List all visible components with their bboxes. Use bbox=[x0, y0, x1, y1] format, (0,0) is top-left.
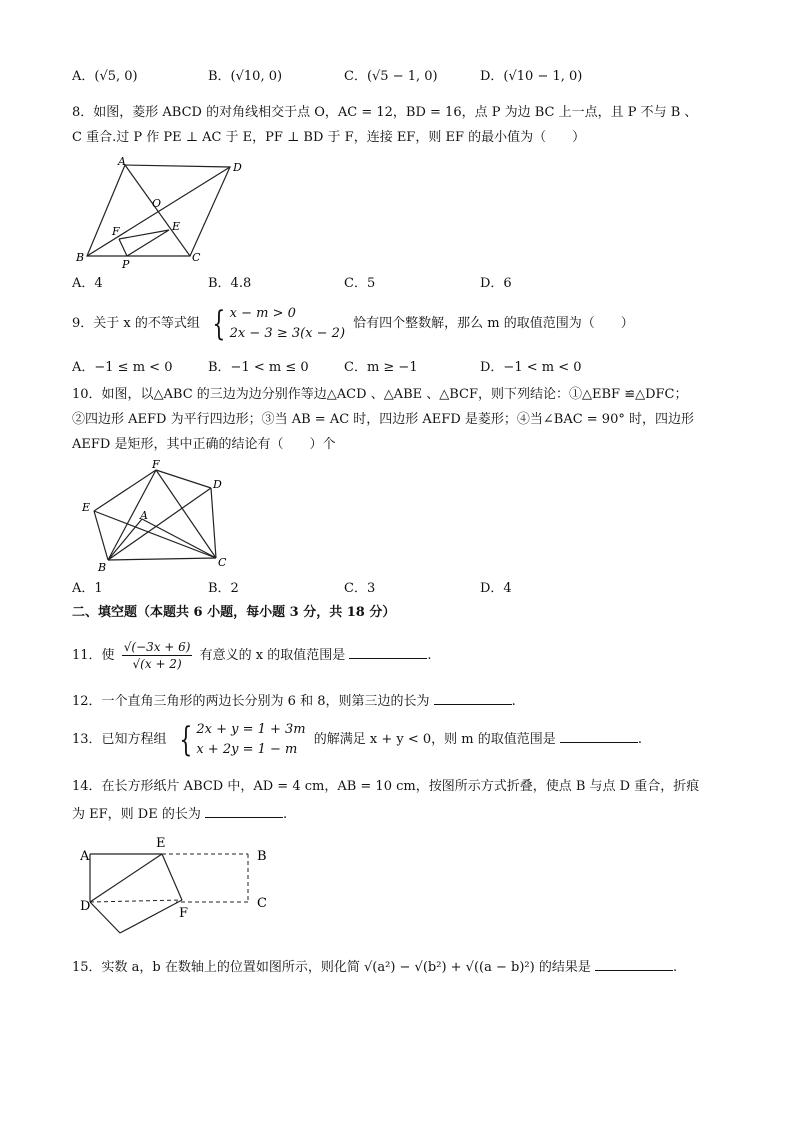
q7-option-d: D．(√10 − 1, 0) bbox=[480, 69, 583, 84]
q9-inequality-system bbox=[208, 304, 345, 344]
q11-period: . bbox=[427, 648, 432, 663]
q8-label-a: A bbox=[118, 155, 126, 168]
q13-stem bbox=[72, 718, 642, 762]
q8-option-d: D．6 bbox=[480, 276, 512, 291]
q15-stem bbox=[72, 956, 677, 978]
q8-label-e: E bbox=[172, 220, 181, 233]
q8-stem-line1: 8．如图，菱形 ABCD 的对角线相交于点 O，AC = 12，BD = 16，点 P 为边 BC 上一点，且 P 不与 B 、 bbox=[72, 105, 698, 120]
q7-option-a: A．(√5, 0) bbox=[72, 69, 138, 84]
q13-answer-blank[interactable] bbox=[560, 728, 638, 743]
q8-option-b: B．4.8 bbox=[208, 276, 252, 291]
q14-label-a: A bbox=[80, 849, 90, 864]
q8-stem-line2: C 重合.过 P 作 PE ⊥ AC 于 E，PF ⊥ BD 于 F，连接 EF，则 EF 的最小值为（ ） bbox=[72, 130, 586, 145]
q12-text: 12．一个直角三角形的两边长分别为 6 和 8，则第三边的长为 bbox=[72, 694, 430, 709]
q10-label-f: F bbox=[152, 458, 160, 471]
q9-option-b: B．−1 < m ≤ 0 bbox=[208, 360, 309, 375]
q7-option-c: C．(√5 − 1, 0) bbox=[344, 69, 438, 84]
q14-stem-line2 bbox=[72, 803, 287, 825]
q13-suffix: 的解满足 x + y < 0，则 m 的取值范围是 bbox=[313, 732, 556, 747]
q10-stem-line3: AEFD 是矩形，其中正确的结论有（ ）个 bbox=[72, 437, 336, 452]
q15-text: 15．实数 a，b 在数轴上的位置如图所示，则化简 √(a²) − √(b²) + √((a − b)²) 的结果是 bbox=[72, 960, 591, 975]
q8-label-o: O bbox=[152, 197, 162, 210]
q11-stem bbox=[72, 636, 432, 676]
q9-prefix: 9．关于 x 的不等式组 bbox=[72, 316, 200, 331]
q10-label-b: B bbox=[98, 561, 107, 574]
q15-answer-blank[interactable] bbox=[595, 956, 673, 971]
q7-option-b: B．(√10, 0) bbox=[208, 69, 283, 84]
q9-row1: x − m > 0 bbox=[229, 305, 296, 321]
q14-label-f: F bbox=[179, 906, 189, 921]
q8-label-d: D bbox=[233, 161, 242, 174]
q10-stem-line1: 10．如图，以△ABC 的三边为边分别作等边△ACD 、△ABE 、△BCF，则下列结论：①△EBF ≌△DFC； bbox=[72, 387, 688, 402]
q13-equation-system bbox=[175, 720, 306, 760]
q9-stem bbox=[72, 302, 634, 346]
brace-icon: { bbox=[212, 303, 226, 344]
q11-suffix: 有意义的 x 的取值范围是 bbox=[199, 648, 346, 663]
q10-option-c: C．3 bbox=[344, 581, 376, 596]
q10-option-a: A．1 bbox=[72, 581, 103, 596]
section-title: 二、填空题（本题共 6 小题，每小题 3 分，共 18 分） bbox=[72, 605, 396, 620]
q9-option-a: A．−1 ≤ m < 0 bbox=[72, 360, 173, 375]
q14-answer-blank[interactable] bbox=[205, 803, 283, 818]
q15-period: . bbox=[672, 960, 678, 975]
q8-label-f: F bbox=[112, 225, 120, 238]
q11-answer-blank[interactable] bbox=[349, 644, 427, 659]
q13-prefix: 13．已知方程组 bbox=[72, 732, 167, 747]
q11-numerator: √(−3x + 6) bbox=[123, 640, 191, 654]
q14-fold-figure bbox=[76, 832, 276, 940]
q8-option-c: C．5 bbox=[344, 276, 376, 291]
q9-row2: 2x − 3 ≥ 3(x − 2) bbox=[229, 325, 346, 341]
q10-label-c: C bbox=[218, 556, 227, 569]
q10-option-b: B．2 bbox=[208, 581, 239, 596]
q12-stem bbox=[72, 690, 516, 712]
q14-stem-line1: 14．在长方形纸片 ABCD 中，AD = 4 cm，AB = 10 cm，按图所示方式折叠，使点 B 与点 D 重合，折痕 bbox=[72, 779, 700, 794]
q13-period: . bbox=[637, 732, 643, 747]
q10-option-d: D．4 bbox=[480, 581, 512, 596]
q12-answer-blank[interactable] bbox=[434, 690, 512, 705]
q14-label-d: D bbox=[80, 899, 91, 914]
q10-label-e: E bbox=[82, 501, 91, 514]
q12-period: . bbox=[511, 694, 516, 709]
q10-label-a: A bbox=[140, 509, 148, 522]
q10-stem-line2: ②四边形 AEFD 为平行四边形；③当 AB = AC 时，四边形 AEFD 是菱形；④当∠BAC = 90° 时，四边形 bbox=[72, 412, 694, 427]
q9-option-d: D．−1 < m < 0 bbox=[480, 360, 582, 375]
brace-icon: { bbox=[179, 719, 192, 760]
q13-row1: 2x + y = 1 + 3m bbox=[196, 721, 306, 737]
q14-label-e: E bbox=[156, 836, 166, 851]
q11-fraction bbox=[122, 639, 193, 672]
q9-option-c: C．m ≥ −1 bbox=[344, 360, 418, 375]
q11-prefix: 11．使 bbox=[72, 648, 115, 663]
q10-triangles-figure bbox=[76, 458, 236, 576]
q14-period: . bbox=[282, 807, 288, 822]
q8-option-a: A．4 bbox=[72, 276, 103, 291]
q8-label-p: P bbox=[122, 258, 130, 270]
q8-rhombus-figure bbox=[72, 155, 252, 270]
q11-denominator: √(x + 2) bbox=[132, 657, 182, 671]
q8-label-b: B bbox=[76, 251, 85, 264]
q9-suffix: 恰有四个整数解，那么 m 的取值范围为（ ） bbox=[353, 316, 634, 331]
q13-row2: x + 2y = 1 − m bbox=[196, 741, 298, 757]
q8-label-c: C bbox=[192, 251, 201, 264]
q14-label-c: C bbox=[257, 896, 267, 911]
q10-label-d: D bbox=[213, 478, 222, 491]
q14-label-b: B bbox=[257, 849, 267, 864]
q14-line2-text: 为 EF，则 DE 的长为 bbox=[72, 807, 201, 822]
